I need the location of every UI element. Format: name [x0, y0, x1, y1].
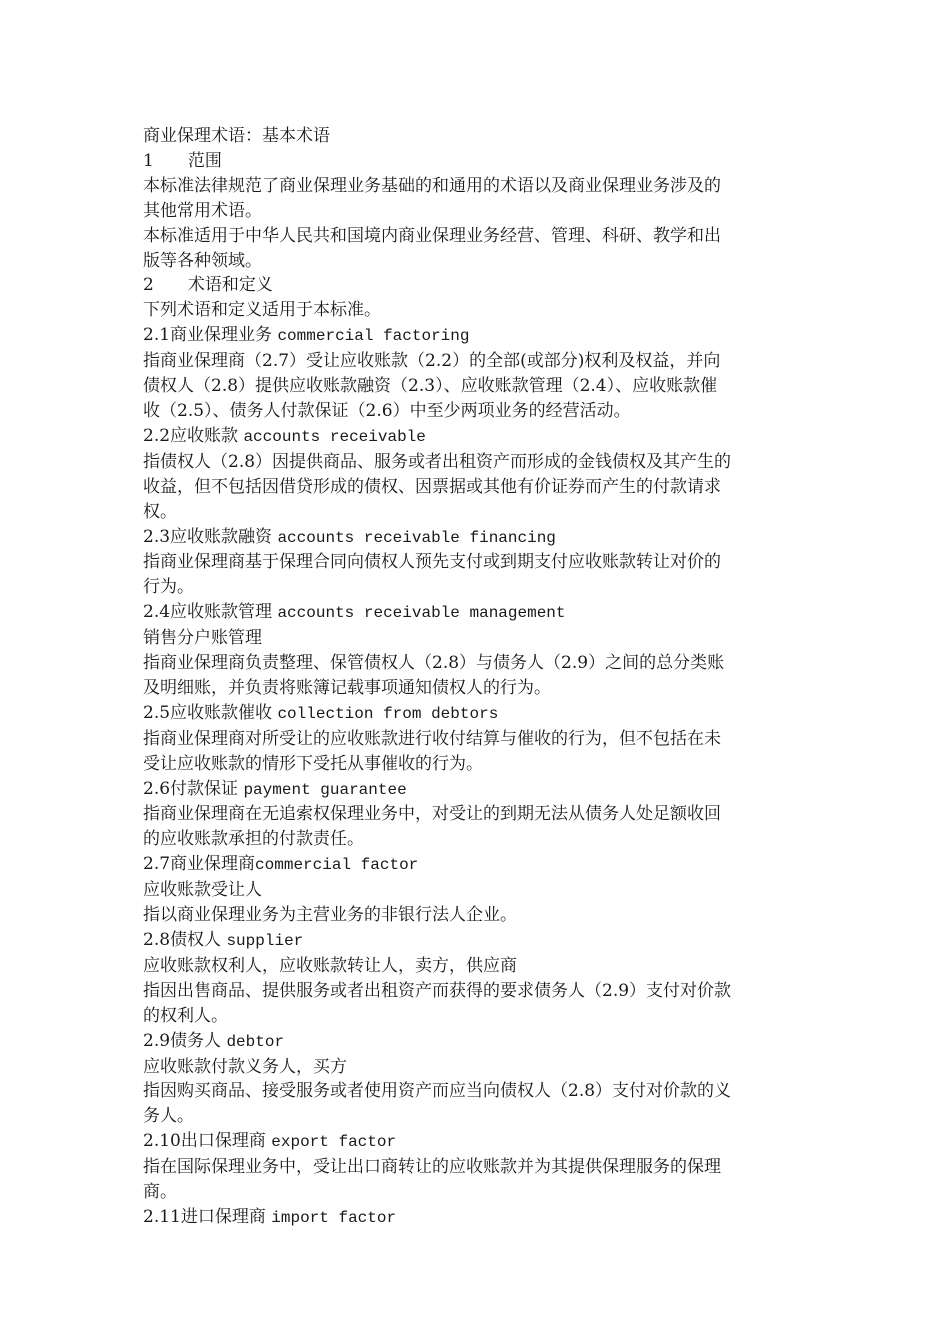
definition-line: 指在国际保理业务中，受让出口商转让的应收账款并为其提供保理服务的保理: [143, 1157, 721, 1178]
definition-line: 指商业保理商（2.7）受让应收账款（2.2）的全部(或部分)权利及权益，并向: [143, 351, 721, 372]
paragraph-line: 本标准法律规范了商业保理业务基础的和通用的术语以及商业保理业务涉及的: [143, 175, 721, 196]
definition-line: 的权利人。: [143, 1005, 228, 1026]
term-cn: 2.6付款保证: [143, 778, 239, 799]
term-en: collection from debtors: [277, 704, 499, 723]
term-cn: 2.3应收账款融资: [143, 526, 273, 547]
section-heading: [143, 149, 813, 174]
definition-line: 务人。: [143, 1106, 194, 1127]
definition-line: 受让应收账款的情形下受托从事催收的行为。: [143, 753, 483, 774]
term-heading: [143, 852, 813, 878]
term-heading: [143, 1029, 813, 1055]
definition-line: 债权人（2.8）提供应收账款融资（2.3）、应收账款管理（2.4）、应收账款催: [143, 376, 718, 397]
definition-line: 商。: [143, 1182, 177, 1203]
term-cn: 2.4应收账款管理: [143, 602, 273, 623]
definition-line: 指商业保理商在无追索权保理业务中，对受让的到期无法从债务人处足额收回: [143, 804, 721, 825]
paragraph-line: 其他常用术语。: [143, 200, 262, 221]
term-synonym: 应收账款付款义务人，买方: [143, 1056, 347, 1077]
term-cn: 2.2应收账款: [143, 425, 239, 446]
term-synonym: 销售分户账管理: [143, 628, 262, 649]
term-heading: [143, 323, 813, 349]
term-cn: 2.8债权人: [143, 930, 222, 950]
term-cn: 2.1商业保理业务: [143, 325, 273, 346]
term-en: commercial factoring: [277, 327, 470, 346]
definition-line: 指以商业保理业务为主营业务的非银行法人企业。: [143, 905, 517, 926]
term-en: accounts receivable financing: [277, 528, 556, 547]
term-en: import factor: [271, 1208, 397, 1227]
paragraph-line: 版等各种领域。: [143, 250, 262, 271]
term-heading: [143, 928, 813, 954]
term-en: export factor: [271, 1133, 397, 1152]
term-heading: [143, 600, 813, 626]
term-heading: [143, 525, 813, 551]
section-number: 1: [143, 150, 154, 171]
term-synonym: 应收账款权利人，应收账款转让人，卖方，供应商: [143, 955, 517, 976]
definition-line: 指商业保理商对所受让的应收账款进行收付结算与催收的行为，但不包括在未: [143, 728, 721, 749]
section-heading: [143, 273, 813, 298]
definition-line: 指商业保理商负责整理、保管债权人（2.8）与债务人（2.9）之间的总分类账: [143, 653, 725, 674]
term-heading: [143, 424, 813, 450]
term-cn: 2.9债务人: [143, 1030, 222, 1051]
term-cn: 2.11进口保理商: [143, 1206, 266, 1227]
document-title: 商业保理术语：基本术语: [143, 126, 330, 146]
paragraph-line: 本标准适用于中华人民共和国境内商业保理业务经营、管理、科研、教学和出: [143, 225, 721, 246]
definition-line: 的应收账款承担的付款责任。: [143, 829, 364, 850]
term-cn: 2.7商业保理商: [143, 854, 256, 875]
definition-line: 指商业保理商基于保理合同向债权人预先支付或到期支付应收账款转让对价的: [143, 552, 721, 573]
term-heading: [143, 1129, 813, 1155]
term-en: supplier: [226, 932, 304, 950]
term-en: commercial factor: [255, 856, 419, 875]
term-en: accounts receivable management: [277, 604, 566, 623]
definition-line: 行为。: [143, 577, 194, 598]
definition-line: 及明细账，并负责将账簿记载事项通知债权人的行为。: [143, 677, 551, 698]
paragraph-line: 下列术语和定义适用于本标准。: [143, 300, 381, 321]
section-number: 2: [143, 275, 154, 296]
definition-line: 指因出售商品、提供服务或者出租资产而获得的要求债务人（2.9）支付对价款: [143, 980, 732, 1001]
term-en: payment guarantee: [243, 780, 407, 799]
term-cn: 2.10出口保理商: [143, 1131, 266, 1152]
definition-line: 指债权人（2.8）因提供商品、服务或者出租资产而形成的金钱债权及其产生的: [143, 451, 732, 472]
term-cn: 2.5应收账款催收: [143, 702, 273, 723]
section-title: 范围: [187, 150, 222, 171]
term-en: accounts receivable: [243, 427, 426, 446]
definition-line: 权。: [143, 501, 177, 522]
document-body: [143, 124, 813, 1231]
term-en: debtor: [226, 1032, 285, 1051]
term-heading: [143, 777, 813, 803]
section-title: 术语和定义: [187, 275, 273, 296]
term-synonym: 应收账款受让人: [143, 880, 262, 901]
term-heading: [143, 1205, 813, 1231]
definition-line: 指因购买商品、接受服务或者使用资产而应当向债权人（2.8）支付对价款的义: [143, 1081, 732, 1102]
definition-line: 收（2.5）、债务人付款保证（2.6）中至少两项业务的经营活动。: [143, 400, 631, 421]
term-heading: [143, 701, 813, 727]
definition-line: 收益，但不包括因借贷形成的债权、因票据或其他有价证券而产生的付款请求: [143, 476, 721, 497]
